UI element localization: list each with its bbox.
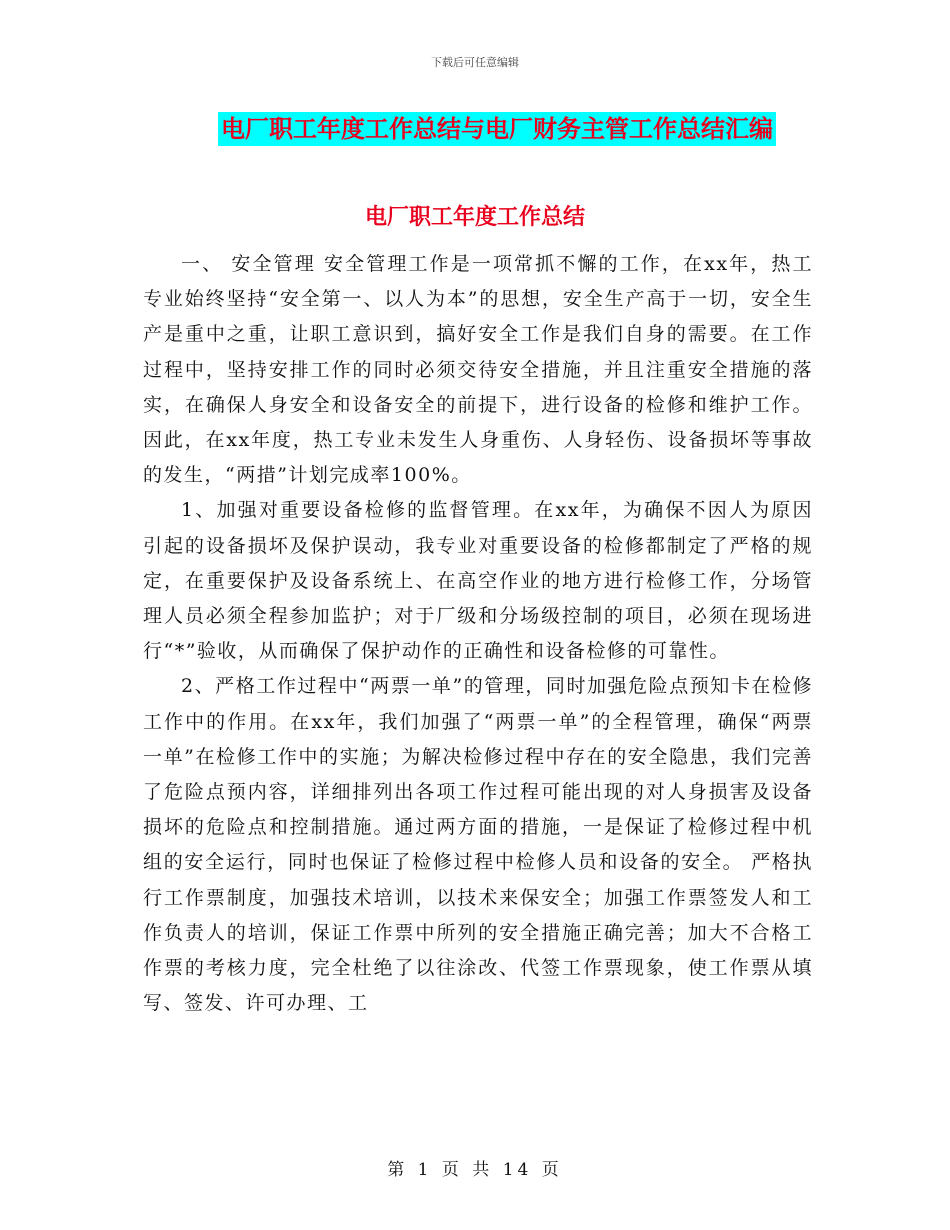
paragraph-equipment-supervision: 1、加强对重要设备检修的监督管理。在xx年，为确保不因人为原因引起的设备损坏及保护误动，我专业对重要设备的检修都制定了严格的规定，在重要保护及设备系统上、在高空作业的地方进行检修工作，分场管理人员必须全程参加监护；对于厂级和分场级控制的项目，必须在现场进行“*”验收，从而确保了保护动作的正确性和设备检修的可靠性。 (143, 499, 813, 663)
main-title-container (0, 112, 950, 146)
body-text (143, 247, 813, 1021)
section-title: 电厂职工年度工作总结 (364, 204, 585, 230)
paragraph-safety-management: 一、 安全管理 安全管理工作是一项常抓不懈的工作，在xx年，热工专业始终坚持“安全第一、以人为本”的思想，安全生产高于一切，安全生产是重中之重，让职工意识到，搞好安全工作是我们自身的需要。在工作过程中，坚持安排工作的同时必须交待安全措施，并且注重安全措施的落实，在确保人身安全和设备安全的前提下，进行设备的检修和维护工作。因此，在xx年度，热工专业未发生人身重伤、人身轻伤、设备损坏等事故的发生，“两措”计划完成率100%。 (143, 253, 813, 487)
paragraph-work-ticket-management: 2、严格工作过程中“两票一单”的管理，同时加强危险点预知卡在检修工作中的作用。在xx年，我们加强了“两票一单”的全程管理，确保“两票一单”在检修工作中的实施；为解决检修过程中存在的安全隐患，我们完善了危险点预内容，详细排列出各项工作过程可能出现的对人身损害及设备损坏的危险点和控制措施。通过两方面的措施，一是保证了检修过程中机组的安全运行，同时也保证了检修过程中检修人员和设备的安全。 严格执行工作票制度，加强技术培训，以技术来保安全；加强工作票签发人和工作负责人的培训，保证工作票中所列的安全措施正确完善；加大不合格工作票的考核力度，完全杜绝了以往涂改、代签工作票现象，使工作票从填写、签发、许可办理、工 (143, 675, 813, 1015)
header-note: 下载后可任意编辑 (431, 56, 519, 69)
page-footer: 第 1 页 共 14 页 (387, 1160, 563, 1180)
main-title: 电厂职工年度工作总结与电厂财务主管工作总结汇编 (218, 112, 776, 146)
